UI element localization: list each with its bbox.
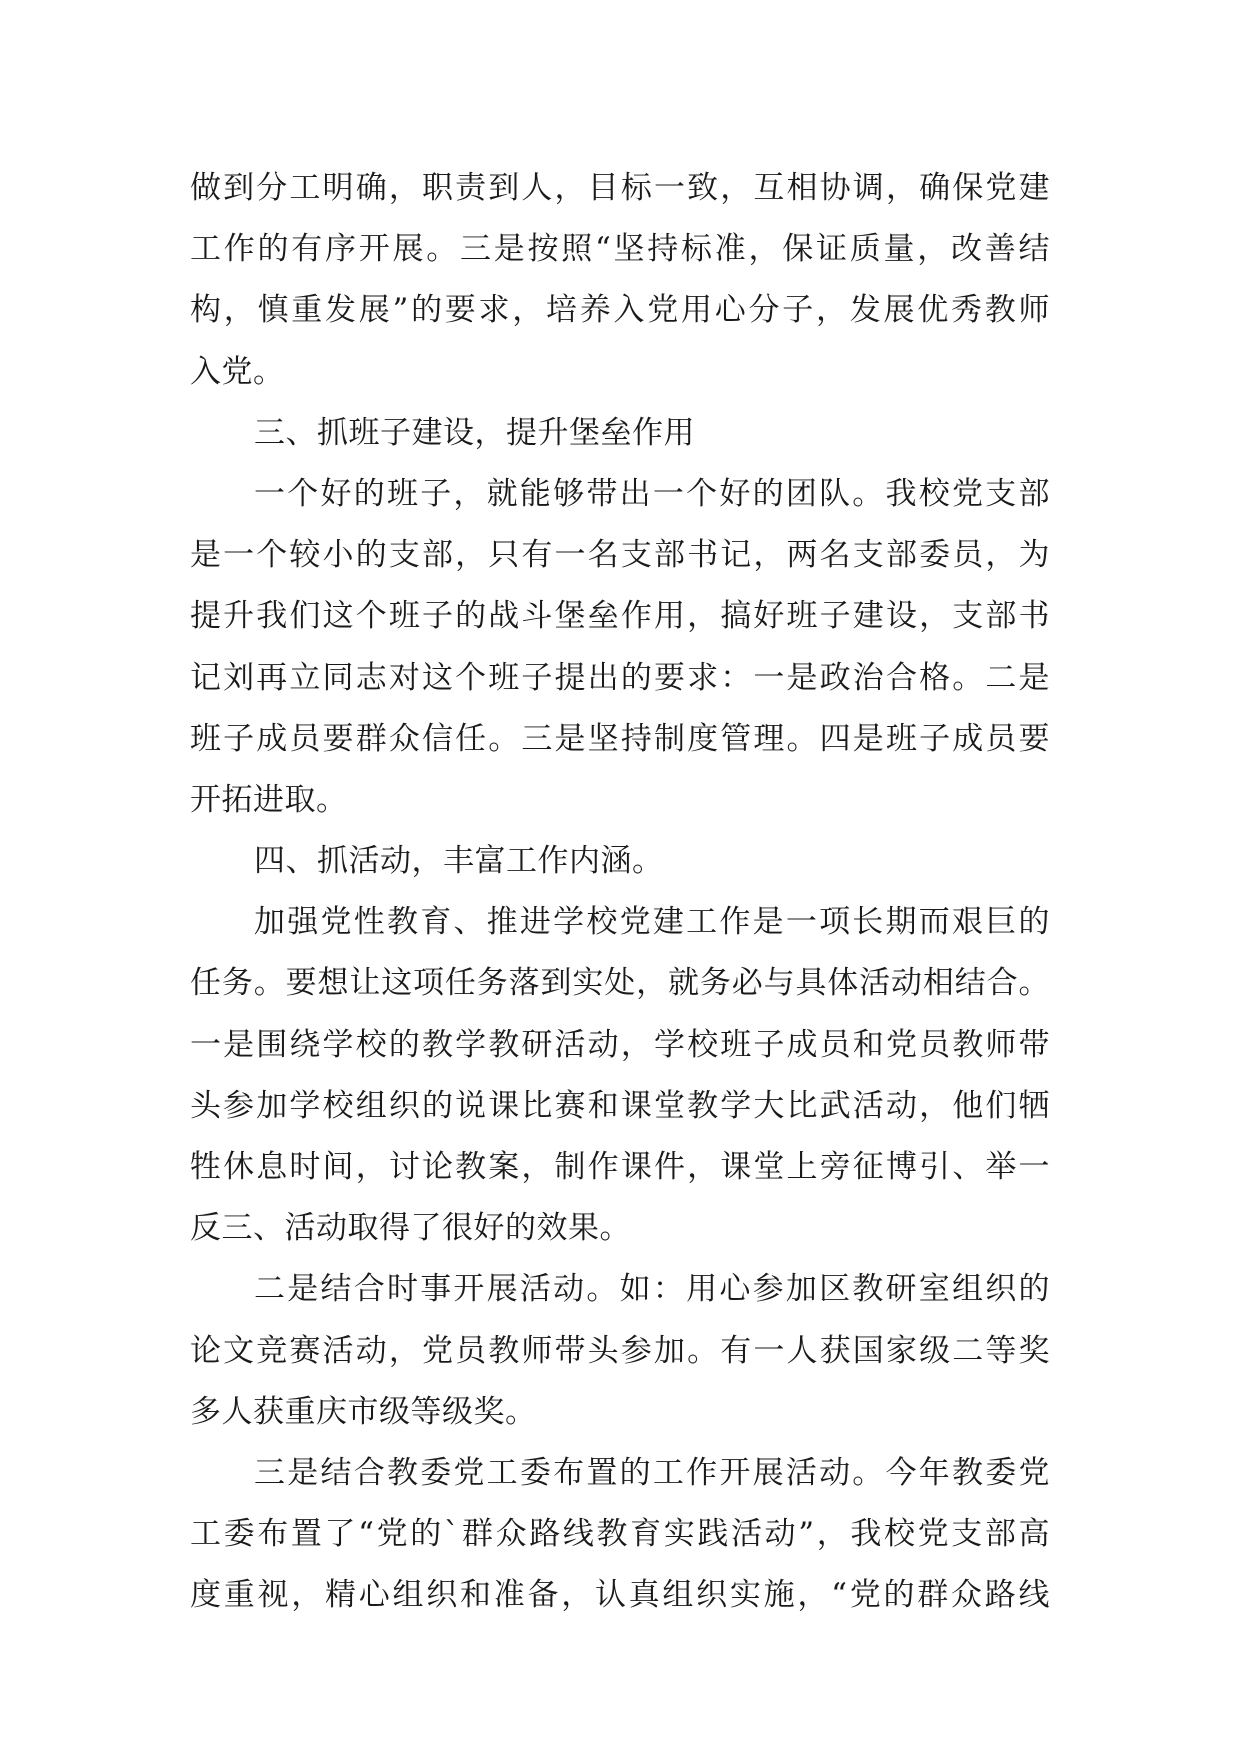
text-line: 入党。 [190, 353, 285, 390]
text-line: 一个好的班子，就能够带出一个好的团队。我校党支部 [254, 475, 1050, 512]
text-line: 二是结合时事开展活动。如：用心参加区教研室组织的 [254, 1271, 1050, 1308]
text-line: 任务。要想让这项任务落到实处，就务必与具体活动相结合。 [190, 965, 1050, 1002]
text-line: 三是结合教委党工委布置的工作开展活动。今年教委党 [254, 1454, 1050, 1491]
text-line: 加强党性教育、推进学校党建工作是一项长期而艰巨的 [254, 904, 1050, 941]
text-line: 一是围绕学校的教学教研活动，学校班子成员和党员教师带 [190, 1026, 1050, 1063]
text-line: 头参加学校组织的说课比赛和课堂教学大比武活动，他们牺 [190, 1087, 1050, 1124]
text-line: 构，慎重发展”的要求，培养入党用心分子，发展优秀教师 [190, 292, 1050, 329]
text-line: 论文竞赛活动，党员教师带头参加。有一人获国家级二等奖 [190, 1332, 1050, 1369]
section-heading: 四、抓活动，丰富工作内涵。 [254, 843, 664, 880]
text-line: 班子成员要群众信任。三是坚持制度管理。四是班子成员要 [190, 720, 1050, 757]
text-line: 多人获重庆市级等级奖。 [190, 1393, 537, 1430]
text-line: 度重视，精心组织和准备，认真组织实施，“党的群众路线 [190, 1577, 1050, 1614]
text-line: 记刘再立同志对这个班子提出的要求：一是政治合格。二是 [190, 659, 1050, 696]
text-line: 反三、活动取得了很好的效果。 [190, 1210, 631, 1247]
section-heading: 三、抓班子建设，提升堡垒作用 [254, 414, 695, 451]
text-line: 做到分工明确，职责到人，目标一致，互相协调，确保党建 [190, 170, 1050, 206]
text-line: 开拓进取。 [190, 781, 348, 818]
text-line: 是一个较小的支部，只有一名支部书记，两名支部委员，为 [190, 537, 1050, 574]
document-body [190, 158, 1050, 1627]
text-line: 工委布置了“党的`群众路线教育实践活动”，我校党支部高 [190, 1516, 1050, 1553]
text-line: 工作的有序开展。三是按照“坚持标准，保证质量，改善结 [190, 231, 1050, 268]
text-line: 提升我们这个班子的战斗堡垒作用，搞好班子建设，支部书 [190, 598, 1050, 635]
text-line: 牲休息时间，讨论教案，制作课件，课堂上旁征博引、举一 [190, 1149, 1050, 1185]
